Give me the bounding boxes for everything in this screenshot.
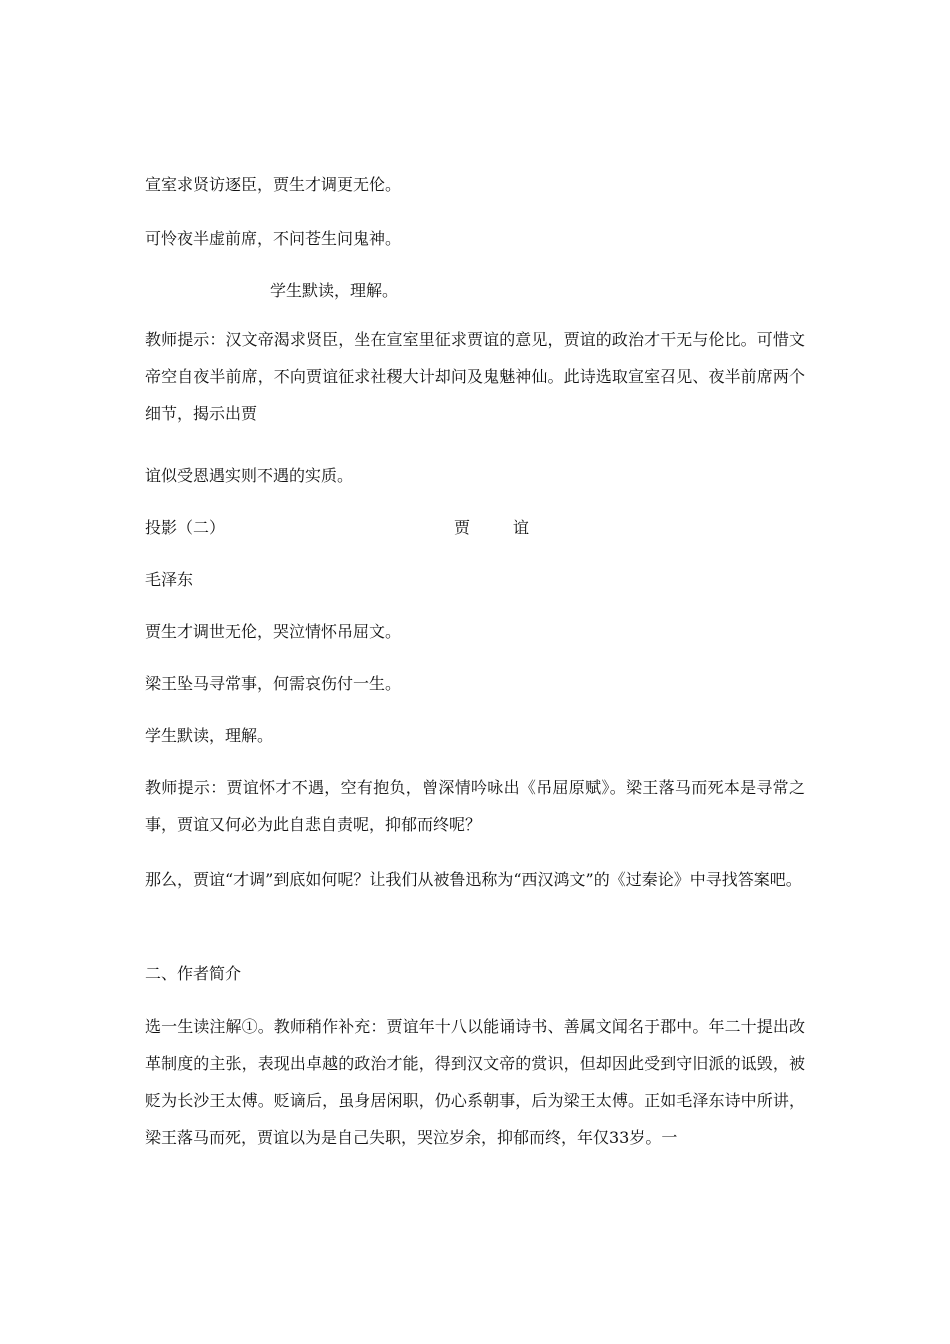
student-read-instruction-1: 学生默读，理解。 [270, 281, 399, 300]
poem2-line1: 贾生才调世无伦，哭泣情怀吊屈文。 [145, 622, 402, 641]
student-read-instruction-2: 学生默读，理解。 [145, 726, 274, 745]
poem2-line2: 梁王坠马寻常事，何需哀伤付一生。 [145, 674, 402, 693]
poem1-line1: 宣室求贤访逐臣，贾生才调更无伦。 [145, 175, 402, 194]
teacher-hint-1-continuation: 谊似受恩遇实则不遇的实质。 [145, 466, 354, 485]
poem2-title-char-2: 谊 [513, 518, 530, 537]
section-heading: 二、作者简介 [145, 964, 242, 983]
poem2-title-char-1: 贾 [454, 518, 471, 537]
poem1-line2: 可怜夜半虚前席，不问苍生问鬼神。 [145, 229, 402, 248]
poem2-author: 毛泽东 [145, 570, 194, 589]
teacher-hint-paragraph-1: 教师提示：汉文帝渴求贤臣，坐在宣室里征求贾谊的意见，贾谊的政治才干无与伦比。可惜文帝空自夜半前席，不向贾谊征求社稷大计却问及鬼魅神仙。此诗选取宣室召见、夜半前席两个细节，揭示出贾 [145, 330, 805, 423]
teacher-hint-paragraph-2: 教师提示：贾谊怀才不遇，空有抱负，曾深情吟咏出《吊屈原赋》。梁王落马而死本是寻常之事，贾谊又何必为此自悲自责呢，抑郁而终呢？ [145, 778, 805, 834]
projection-label: 投影（二） [145, 518, 226, 537]
author-intro-paragraph: 选一生读注解①。教师稍作补充：贾谊年十八以能诵诗书、善属文闻名于郡中。年二十提出改革制度的主张，表现出卓越的政治才能，得到汉文帝的赏识，但却因此受到守旧派的诋毁，被贬为长沙王太傅。贬谪后，虽身居闲职，仍心系朝事，后为梁王太傅。正如毛泽东诗中所讲，梁王落马而死，贾谊以为是自己失职，哭泣岁余，抑郁而终，年仅33岁。一 [145, 1017, 805, 1147]
transition-paragraph: 那么，贾谊“才调”到底如何呢？让我们从被鲁迅称为“西汉鸿文”的《过秦论》中寻找答案吧。 [145, 870, 802, 889]
